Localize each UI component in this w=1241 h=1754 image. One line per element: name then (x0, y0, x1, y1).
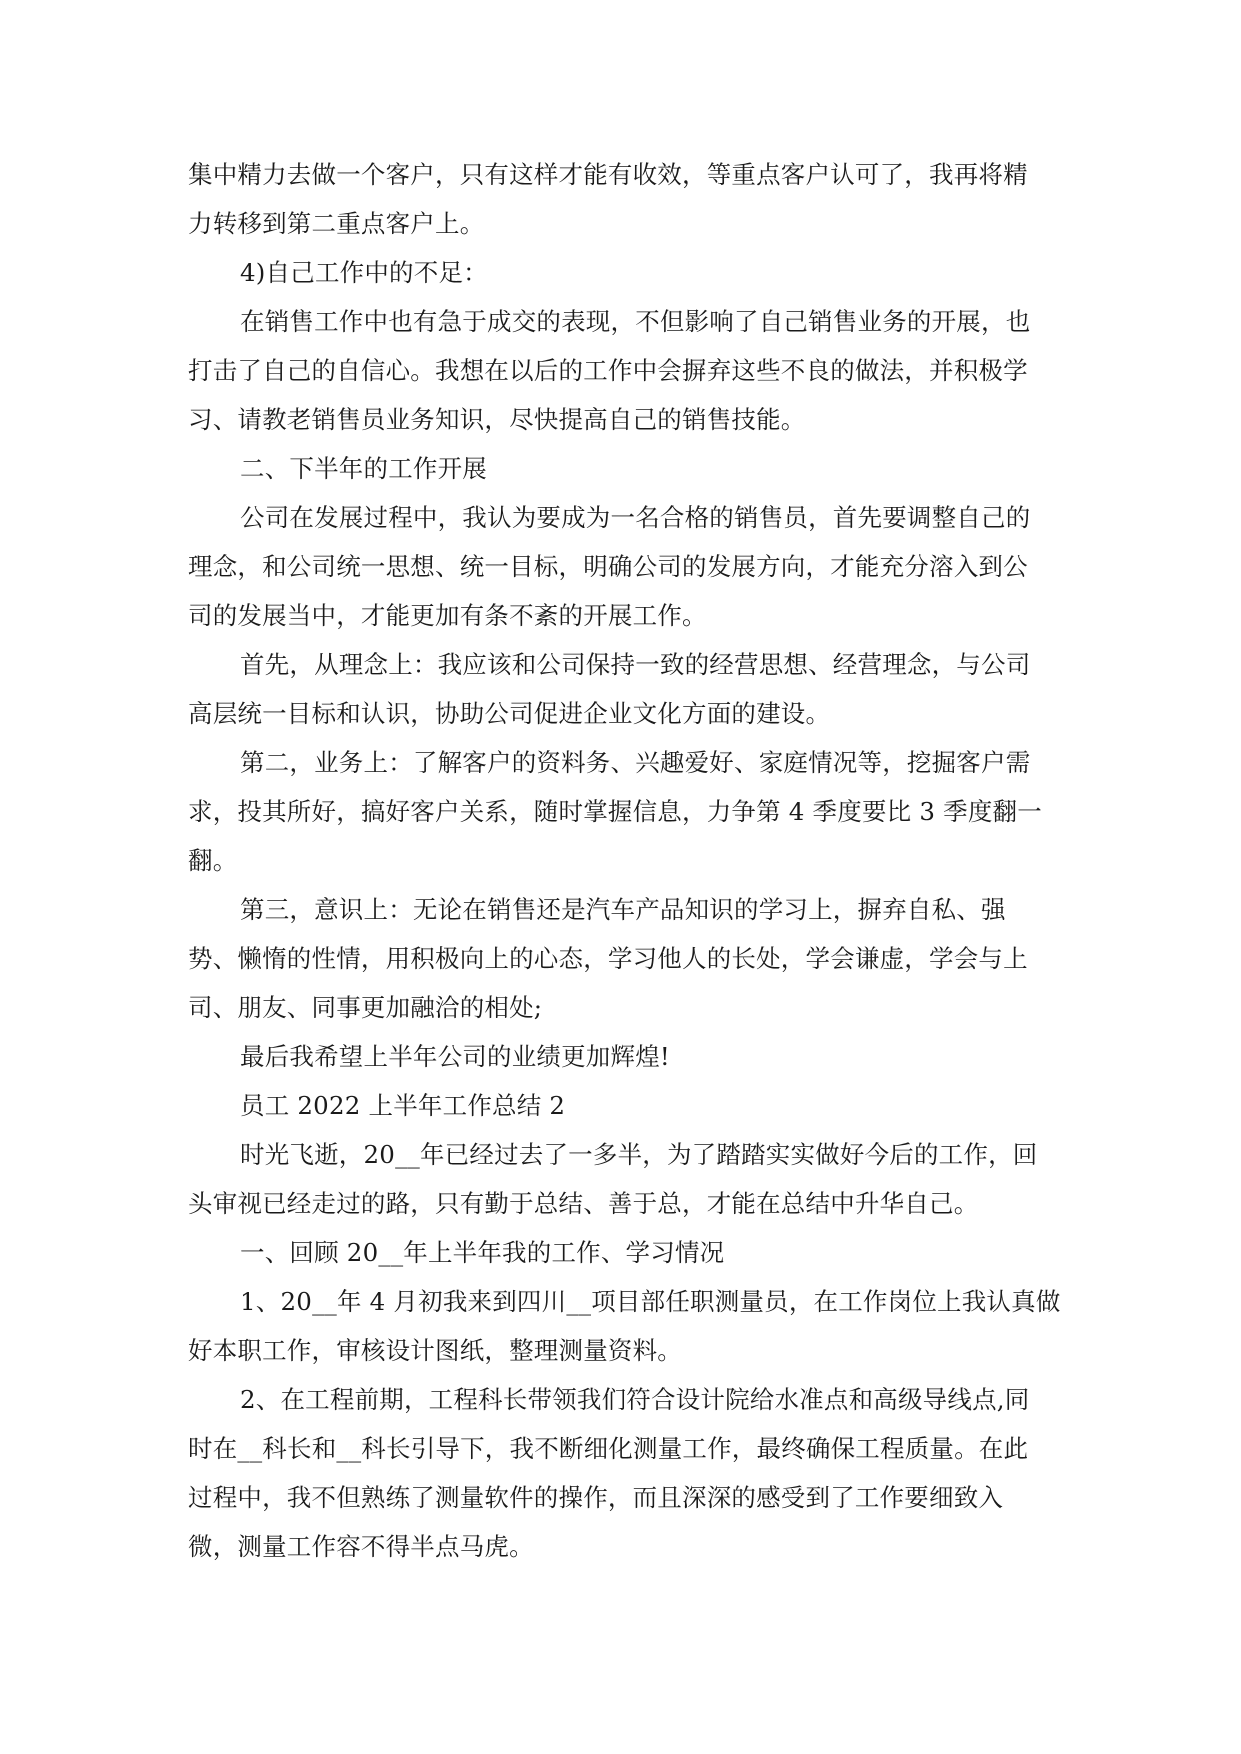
text-line: 理念，和公司统一思想、统一目标，明确公司的发展方向，才能充分溶入到公 (188, 552, 1028, 581)
text-line: 1、20__年 4 月初我来到四川__项目部任职测量员，在工作岗位上我认真做 (240, 1287, 1061, 1316)
document-subtitle: 员工 2022 上半年工作总结 2 (240, 1091, 566, 1120)
text-line: 司、朋友、同事更加融洽的相处; (188, 993, 543, 1022)
text-line: 时在__科长和__科长引导下，我不断细化测量工作，最终确保工程质量。在此 (188, 1434, 1029, 1463)
text-line: 首先，从理念上：我应该和公司保持一致的经营思想、经营理念，与公司 (240, 650, 1031, 679)
text-line: 司的发展当中，才能更加有条不紊的开展工作。 (188, 601, 707, 630)
text-line: 在销售工作中也有急于成交的表现，不但影响了自己销售业务的开展，也 (240, 307, 1031, 336)
text-line: 打击了自己的自信心。我想在以后的工作中会摒弃这些不良的做法，并积极学 (188, 356, 1028, 385)
text-line: 头审视已经走过的路，只有勤于总结、善于总，才能在总结中升华自己。 (188, 1189, 979, 1218)
text-line: 公司在发展过程中，我认为要成为一名合格的销售员，首先要调整自己的 (240, 503, 1031, 532)
text-line: 第三，意识上：无论在销售还是汽车产品知识的学习上，摒弃自私、强 (240, 895, 1006, 924)
text-line: 习、请教老销售员业务知识，尽快提高自己的销售技能。 (188, 405, 806, 434)
text-line: 2、在工程前期，工程科长带领我们符合设计院给水准点和高级导线点,同 (240, 1385, 1030, 1414)
text-line: 集中精力去做一个客户，只有这样才能有收效，等重点客户认可了，我再将精 (188, 160, 1028, 189)
text-line: 微，测量工作容不得半点马虎。 (188, 1532, 534, 1561)
text-line: 过程中，我不但熟练了测量软件的操作，而且深深的感受到了工作要细致入 (188, 1483, 1004, 1512)
text-line: 力转移到第二重点客户上。 (188, 209, 485, 238)
text-line: 时光飞逝，20__年已经过去了一多半，为了踏踏实实做好今后的工作，回 (240, 1140, 1038, 1169)
text-line: 最后我希望上半年公司的业绩更加辉煌! (240, 1042, 670, 1071)
text-line: 求，投其所好，搞好客户关系，随时掌握信息，力争第 4 季度要比 3 季度翻一 (188, 797, 1042, 826)
text-line: 高层统一目标和认识，协助公司促进企业文化方面的建设。 (188, 699, 831, 728)
text-line: 翻。 (188, 846, 238, 875)
text-line: 好本职工作，审核设计图纸，整理测量资料。 (188, 1336, 682, 1365)
section-heading: 二、下半年的工作开展 (240, 454, 487, 483)
text-line: 第二，业务上：了解客户的资料务、兴趣爱好、家庭情况等，挖掘客户需 (240, 748, 1031, 777)
document-page (188, 150, 1061, 1571)
text-line: 势、懒惰的性情，用积极向上的心态，学习他人的长处，学会谦虚，学会与上 (188, 944, 1028, 973)
section-heading: 4)自己工作中的不足： (240, 258, 488, 287)
section-heading: 一、回顾 20__年上半年我的工作、学习情况 (240, 1238, 725, 1267)
